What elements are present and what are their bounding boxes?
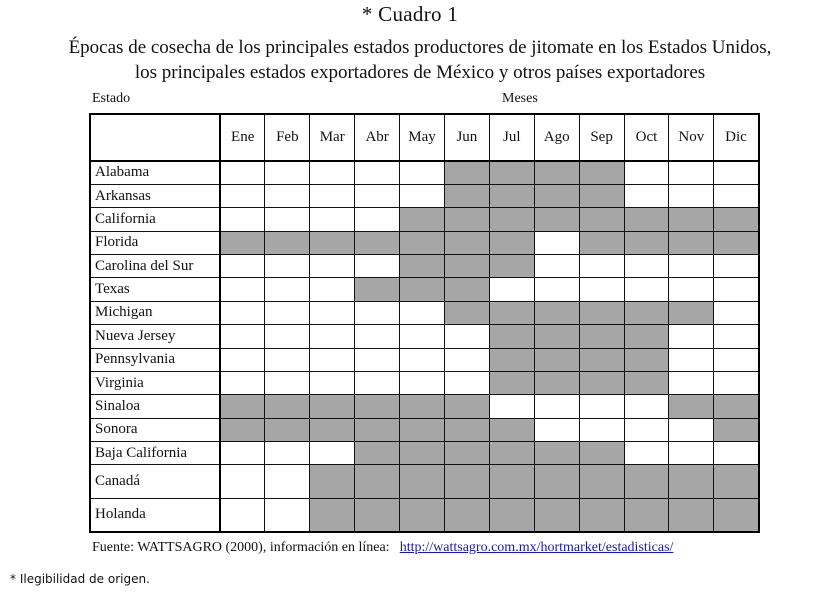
state-column-header: Estado <box>92 91 131 106</box>
harvest-cell-filled <box>220 231 265 254</box>
harvest-cell-filled <box>714 208 759 231</box>
harvest-cell-empty <box>220 278 265 301</box>
harvest-cell-filled <box>400 278 445 301</box>
harvest-cell-filled <box>579 301 624 324</box>
harvest-cell-empty <box>265 325 310 348</box>
harvest-cell-empty <box>489 278 534 301</box>
harvest-cell-empty <box>534 395 579 418</box>
harvest-cell-filled <box>579 348 624 371</box>
harvest-cell-empty <box>624 184 669 207</box>
harvest-cell-filled <box>400 418 445 441</box>
harvest-cell-filled <box>714 465 759 499</box>
harvest-cell-filled <box>444 231 489 254</box>
state-name: Baja California <box>90 442 220 465</box>
harvest-cell-empty <box>624 255 669 278</box>
harvest-cell-empty <box>265 278 310 301</box>
harvest-cell-empty <box>714 348 759 371</box>
harvest-cell-empty <box>534 278 579 301</box>
footnote: * Ilegibilidad de origen. <box>10 572 150 586</box>
harvest-cell-filled <box>355 231 400 254</box>
harvest-cell-filled <box>489 348 534 371</box>
harvest-cell-empty <box>579 255 624 278</box>
harvest-cell-empty <box>310 301 355 324</box>
harvest-cell-empty <box>265 161 310 184</box>
harvest-cell-empty <box>310 442 355 465</box>
harvest-cell-filled <box>310 231 355 254</box>
table-row <box>90 325 759 348</box>
state-name: Canadá <box>90 465 220 499</box>
harvest-cell-filled <box>310 418 355 441</box>
harvest-cell-empty <box>355 208 400 231</box>
harvest-cell-filled <box>444 465 489 499</box>
state-name: Carolina del Sur <box>90 255 220 278</box>
harvest-cell-filled <box>579 161 624 184</box>
state-name: Sonora <box>90 418 220 441</box>
subtitle-line-2: los principales estados exportadores de México y otros países exportadores <box>134 62 706 83</box>
table-row <box>90 301 759 324</box>
table-subtitle <box>0 35 840 85</box>
harvest-cell-empty <box>400 161 445 184</box>
month-header-mar: Mar <box>310 114 355 161</box>
harvest-cell-filled <box>669 395 714 418</box>
harvest-cell-filled <box>310 498 355 532</box>
harvest-cell-empty <box>265 371 310 394</box>
harvest-cell-filled <box>444 418 489 441</box>
harvest-cell-filled <box>534 301 579 324</box>
harvest-cell-empty <box>534 231 579 254</box>
source-label: Fuente: WATTSAGRO (2000), información en línea: <box>92 540 390 555</box>
harvest-cell-empty <box>714 442 759 465</box>
harvest-cell-filled <box>534 371 579 394</box>
table-row <box>90 161 759 184</box>
month-header-oct: Oct <box>624 114 669 161</box>
harvest-cell-filled <box>355 278 400 301</box>
harvest-cell-empty <box>355 184 400 207</box>
harvest-cell-filled <box>624 301 669 324</box>
harvest-cell-filled <box>714 231 759 254</box>
harvest-cell-filled <box>579 371 624 394</box>
harvest-cell-filled <box>579 325 624 348</box>
harvest-cell-filled <box>624 465 669 499</box>
harvest-cell-filled <box>444 184 489 207</box>
harvest-cell-filled <box>444 208 489 231</box>
table-row <box>90 395 759 418</box>
harvest-cell-filled <box>400 395 445 418</box>
month-header-nov: Nov <box>669 114 714 161</box>
harvest-cell-filled <box>489 418 534 441</box>
harvest-cell-empty <box>579 395 624 418</box>
harvest-cell-filled <box>489 301 534 324</box>
table-row <box>90 498 759 532</box>
harvest-cell-filled <box>400 498 445 532</box>
harvest-cell-filled <box>579 231 624 254</box>
harvest-cell-empty <box>220 184 265 207</box>
table-row <box>90 348 759 371</box>
harvest-cell-empty <box>714 325 759 348</box>
table-row <box>90 255 759 278</box>
harvest-cell-empty <box>624 161 669 184</box>
harvest-cell-empty <box>400 325 445 348</box>
harvest-cell-empty <box>220 325 265 348</box>
harvest-cell-empty <box>669 418 714 441</box>
month-header-jun: Jun <box>444 114 489 161</box>
month-header-jul: Jul <box>489 114 534 161</box>
harvest-cell-empty <box>400 301 445 324</box>
harvest-cell-filled <box>624 498 669 532</box>
harvest-cell-filled <box>624 371 669 394</box>
harvest-cell-empty <box>669 348 714 371</box>
harvest-cell-filled <box>265 418 310 441</box>
harvest-cell-filled <box>310 395 355 418</box>
harvest-cell-empty <box>714 278 759 301</box>
table-title: * Cuadro 1 <box>361 2 459 26</box>
harvest-cell-empty <box>624 278 669 301</box>
table-row <box>90 278 759 301</box>
harvest-cell-empty <box>714 371 759 394</box>
harvest-cell-empty <box>355 348 400 371</box>
harvest-cell-filled <box>669 208 714 231</box>
harvest-cell-filled <box>624 348 669 371</box>
harvest-cell-empty <box>669 255 714 278</box>
harvest-cell-empty <box>265 498 310 532</box>
harvest-cell-filled <box>444 498 489 532</box>
harvest-cell-filled <box>444 255 489 278</box>
harvest-cell-filled <box>310 465 355 499</box>
state-name: Arkansas <box>90 184 220 207</box>
harvest-cell-filled <box>669 231 714 254</box>
month-header-abr: Abr <box>355 114 400 161</box>
harvest-cell-empty <box>310 278 355 301</box>
harvest-cell-filled <box>534 184 579 207</box>
harvest-cell-empty <box>444 371 489 394</box>
harvest-cell-empty <box>714 184 759 207</box>
harvest-cell-empty <box>714 301 759 324</box>
harvest-cell-empty <box>310 161 355 184</box>
table-row <box>90 208 759 231</box>
harvest-cell-filled <box>624 208 669 231</box>
harvest-cell-filled <box>400 231 445 254</box>
harvest-cell-filled <box>265 231 310 254</box>
harvest-cell-empty <box>265 442 310 465</box>
harvest-cell-filled <box>220 418 265 441</box>
harvest-cell-filled <box>265 395 310 418</box>
harvest-cell-filled <box>669 498 714 532</box>
harvest-cell-filled <box>400 208 445 231</box>
harvest-cell-empty <box>265 348 310 371</box>
harvest-cell-empty <box>220 371 265 394</box>
harvest-cell-filled <box>534 498 579 532</box>
harvest-cell-filled <box>444 442 489 465</box>
state-name: Nueva Jersey <box>90 325 220 348</box>
harvest-cell-empty <box>355 301 400 324</box>
harvest-cell-filled <box>444 278 489 301</box>
harvest-cell-filled <box>489 371 534 394</box>
state-name: Alabama <box>90 161 220 184</box>
harvest-cell-filled <box>624 231 669 254</box>
subtitle-line-1: Épocas de cosecha de los principales estados productores de jitomate en los Estados Unidos, <box>68 37 772 58</box>
harvest-cell-filled <box>714 498 759 532</box>
state-name: Michigan <box>90 301 220 324</box>
harvest-cell-empty <box>624 395 669 418</box>
harvest-cell-filled <box>669 301 714 324</box>
harvest-cell-filled <box>355 498 400 532</box>
harvest-cell-empty <box>220 161 265 184</box>
harvest-cell-filled <box>534 348 579 371</box>
harvest-cell-filled <box>534 442 579 465</box>
harvest-cell-filled <box>579 184 624 207</box>
harvest-cell-empty <box>355 255 400 278</box>
harvest-cell-empty <box>220 465 265 499</box>
harvest-cell-filled <box>489 208 534 231</box>
harvest-cell-empty <box>669 184 714 207</box>
harvest-cell-empty <box>220 301 265 324</box>
table-row <box>90 442 759 465</box>
harvest-cell-empty <box>265 208 310 231</box>
harvest-cell-empty <box>489 395 534 418</box>
harvest-cell-empty <box>220 208 265 231</box>
harvest-cell-empty <box>265 255 310 278</box>
harvest-cell-filled <box>534 325 579 348</box>
harvest-cell-filled <box>579 498 624 532</box>
state-name: Pennsylvania <box>90 348 220 371</box>
harvest-cell-empty <box>400 184 445 207</box>
harvest-cell-filled <box>579 465 624 499</box>
table-row <box>90 231 759 254</box>
harvest-cell-empty <box>355 161 400 184</box>
harvest-cell-filled <box>489 255 534 278</box>
harvest-cell-empty <box>310 371 355 394</box>
harvest-cell-empty <box>265 301 310 324</box>
harvest-cell-filled <box>579 442 624 465</box>
harvest-cell-empty <box>534 418 579 441</box>
harvest-cell-filled <box>400 255 445 278</box>
table-row <box>90 418 759 441</box>
harvest-cell-empty <box>310 325 355 348</box>
harvest-cell-empty <box>444 325 489 348</box>
harvest-cell-empty <box>669 161 714 184</box>
month-header-row <box>90 114 759 161</box>
harvest-cell-empty <box>444 348 489 371</box>
harvest-cell-filled <box>489 231 534 254</box>
harvest-cell-empty <box>310 184 355 207</box>
harvest-cell-filled <box>355 395 400 418</box>
table-row <box>90 371 759 394</box>
source-line <box>92 540 673 556</box>
harvest-cell-filled <box>669 465 714 499</box>
harvest-cell-filled <box>400 442 445 465</box>
harvest-cell-empty <box>220 348 265 371</box>
harvest-cell-filled <box>489 161 534 184</box>
harvest-cell-empty <box>220 255 265 278</box>
harvest-cell-empty <box>714 255 759 278</box>
harvest-cell-filled <box>444 395 489 418</box>
harvest-cell-filled <box>220 395 265 418</box>
harvest-cell-empty <box>310 348 355 371</box>
harvest-cell-filled <box>714 418 759 441</box>
state-name: Texas <box>90 278 220 301</box>
month-header-ene: Ene <box>220 114 265 161</box>
harvest-cell-filled <box>489 442 534 465</box>
harvest-cell-filled <box>444 161 489 184</box>
harvest-cell-empty <box>310 208 355 231</box>
harvest-cell-empty <box>355 371 400 394</box>
source-link[interactable]: http://wattsagro.com.mx/hortmarket/estadisticas/ <box>399 540 674 555</box>
harvest-cell-filled <box>489 184 534 207</box>
state-name: Virginia <box>90 371 220 394</box>
state-name: California <box>90 208 220 231</box>
harvest-cell-empty <box>355 325 400 348</box>
harvest-cell-filled <box>355 465 400 499</box>
table-row <box>90 184 759 207</box>
harvest-cell-filled <box>400 465 445 499</box>
harvest-cell-empty <box>624 442 669 465</box>
harvest-cell-empty <box>669 442 714 465</box>
harvest-table <box>89 113 760 533</box>
harvest-cell-filled <box>534 208 579 231</box>
harvest-cell-filled <box>624 325 669 348</box>
harvest-cell-empty <box>265 184 310 207</box>
month-header-feb: Feb <box>265 114 310 161</box>
harvest-cell-empty <box>310 255 355 278</box>
month-header-may: May <box>400 114 445 161</box>
harvest-cell-empty <box>669 278 714 301</box>
harvest-cell-filled <box>534 465 579 499</box>
harvest-cell-empty <box>579 278 624 301</box>
month-header-sep: Sep <box>579 114 624 161</box>
harvest-cell-filled <box>489 465 534 499</box>
harvest-cell-filled <box>489 498 534 532</box>
harvest-cell-empty <box>624 418 669 441</box>
harvest-cell-filled <box>355 418 400 441</box>
state-name: Sinaloa <box>90 395 220 418</box>
months-column-header: Meses <box>502 91 538 106</box>
harvest-cell-empty <box>220 442 265 465</box>
harvest-cell-filled <box>489 325 534 348</box>
harvest-cell-empty <box>400 371 445 394</box>
harvest-cell-empty <box>400 348 445 371</box>
harvest-cell-empty <box>669 371 714 394</box>
harvest-cell-empty <box>714 161 759 184</box>
harvest-cell-empty <box>669 325 714 348</box>
state-name: Florida <box>90 231 220 254</box>
state-name: Holanda <box>90 498 220 532</box>
harvest-cell-filled <box>534 161 579 184</box>
harvest-cell-filled <box>714 395 759 418</box>
month-header-ago: Ago <box>534 114 579 161</box>
header-corner <box>90 114 220 161</box>
harvest-cell-empty <box>220 498 265 532</box>
harvest-cell-empty <box>265 465 310 499</box>
harvest-table-body <box>90 161 759 532</box>
harvest-cell-filled <box>579 208 624 231</box>
harvest-cell-empty <box>534 255 579 278</box>
table-row <box>90 465 759 499</box>
month-header-dic: Dic <box>714 114 759 161</box>
harvest-cell-filled <box>444 301 489 324</box>
harvest-cell-empty <box>579 418 624 441</box>
harvest-cell-filled <box>355 442 400 465</box>
